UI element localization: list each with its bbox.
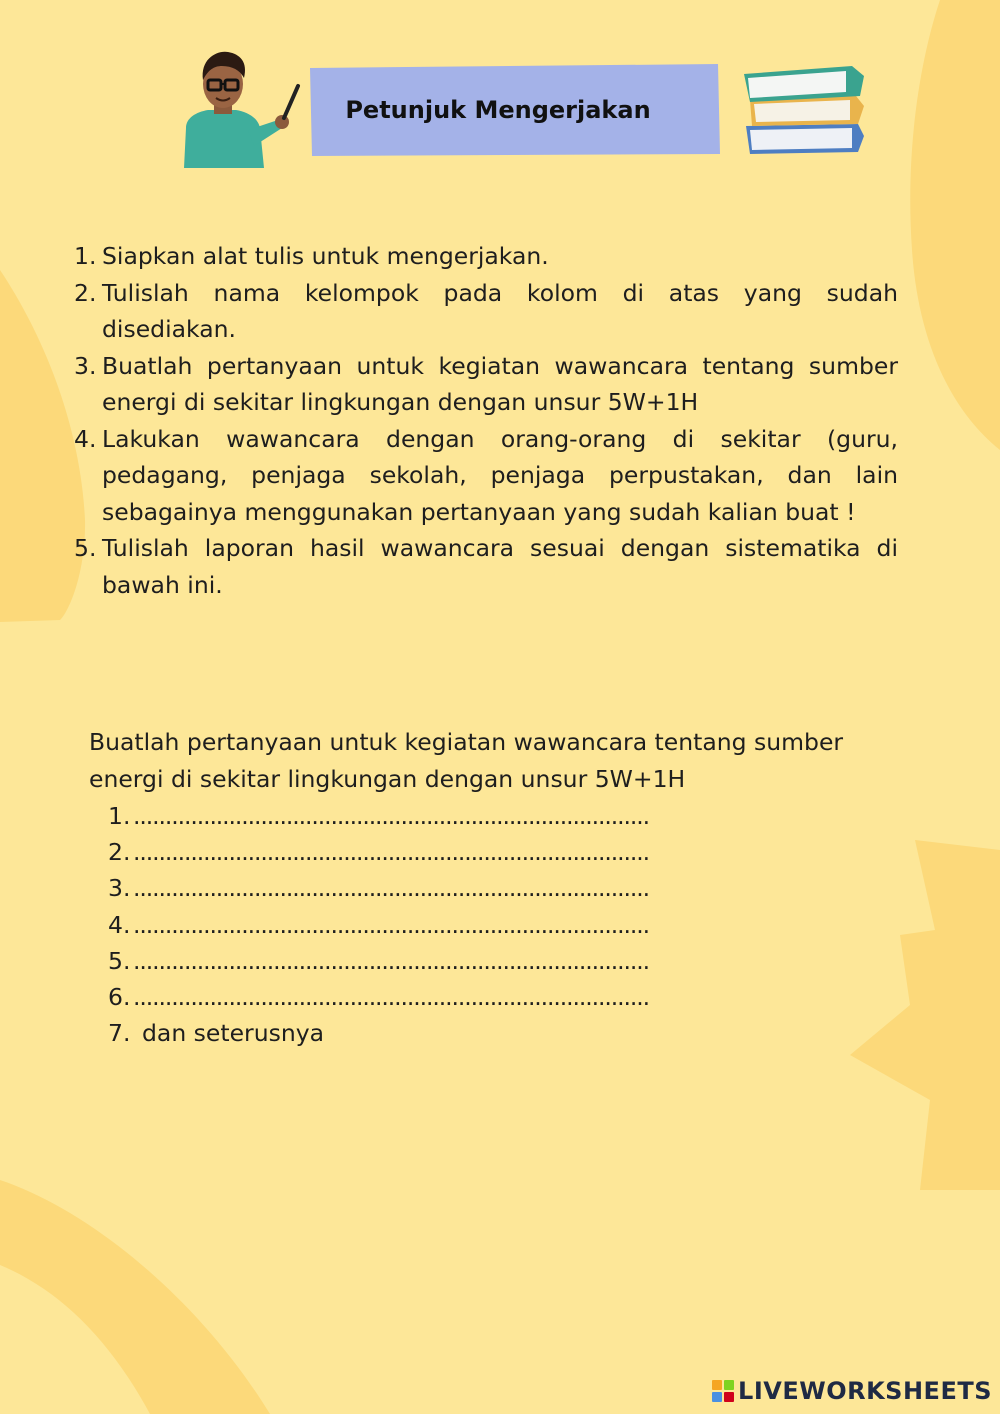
instruction-item xyxy=(74,421,898,531)
instruction-text: Siapkan alat tulis untuk mengerjakan. xyxy=(102,242,549,270)
instruction-number: 4. xyxy=(74,424,97,453)
background-star-right xyxy=(845,840,1000,1200)
instruction-number: 3. xyxy=(74,351,97,380)
teacher-pointing-icon xyxy=(178,48,308,173)
answer-number: 1. xyxy=(108,802,131,830)
answer-number: 4. xyxy=(108,910,131,939)
answer-dotted-line[interactable]: ................................................................................. xyxy=(133,910,649,939)
instruction-text: Buatlah pertanyaan untuk kegiatan wawancara tentang sumber energi di sekitar lingkungan dengan unsur 5W+1H xyxy=(102,351,898,416)
answer-line[interactable] xyxy=(108,834,748,870)
instruction-item xyxy=(74,275,898,348)
answer-number: 7. xyxy=(108,1019,131,1048)
answer-dotted-line[interactable]: ................................................................................. xyxy=(133,946,649,975)
answer-line-last xyxy=(108,1015,748,1051)
answer-line[interactable] xyxy=(108,870,748,906)
instruction-text: Tulislah nama kelompok pada kolom di atas yang sudah disediakan. xyxy=(102,278,898,343)
books-stack-icon xyxy=(740,60,870,160)
answer-number: 3. xyxy=(108,874,131,903)
answer-dotted-line[interactable]: ................................................................................. xyxy=(133,983,649,1012)
instruction-number: 1. xyxy=(74,242,97,270)
background-blob-bottom-left xyxy=(0,1180,280,1414)
instruction-number: 5. xyxy=(74,534,97,562)
answer-dotted-line[interactable]: ................................................................................. xyxy=(133,874,649,903)
instruction-item xyxy=(74,238,898,275)
instruction-item xyxy=(74,530,898,603)
task-intro: Buatlah pertanyaan untuk kegiatan wawancara tentang sumber energi di sekitar lingkungan dengan unsur 5W+1H xyxy=(89,728,844,793)
answer-dotted-line[interactable]: ................................................................................. xyxy=(133,802,649,830)
liveworksheets-badge-icon xyxy=(712,1380,734,1402)
answer-number: 2. xyxy=(108,838,131,867)
answer-continue-text: dan seterusnya xyxy=(142,1019,325,1048)
answer-number: 5. xyxy=(108,946,131,975)
liveworksheets-brand-text: LIVEWORKSHEETS xyxy=(738,1377,992,1405)
answer-line[interactable] xyxy=(108,798,748,834)
background-blob-top-right xyxy=(900,0,1000,460)
answer-list xyxy=(108,798,748,1051)
instruction-number: 2. xyxy=(74,278,97,307)
instruction-text: Tulislah laporan hasil wawancara sesuai dengan sistematika di bawah ini. xyxy=(102,534,898,599)
answer-line[interactable] xyxy=(108,979,748,1015)
instruction-text: Lakukan wawancara dengan orang-orang di sekitar (guru, pedagang, penjaga sekolah, penjaga perpustakan, dan lain sebagainya menggunakan pertanyaan yang sudah kalian buat ! xyxy=(102,424,898,526)
answer-line[interactable] xyxy=(108,907,748,943)
answer-dotted-line[interactable]: ................................................................................. xyxy=(133,838,649,867)
liveworksheets-logo[interactable] xyxy=(712,1376,992,1406)
instructions-list xyxy=(74,238,898,603)
answer-number: 6. xyxy=(108,983,131,1012)
answer-line[interactable] xyxy=(108,943,748,979)
title-banner xyxy=(308,64,720,156)
page-title: Petunjuk Mengerjakan xyxy=(345,96,651,124)
instruction-item xyxy=(74,348,898,421)
